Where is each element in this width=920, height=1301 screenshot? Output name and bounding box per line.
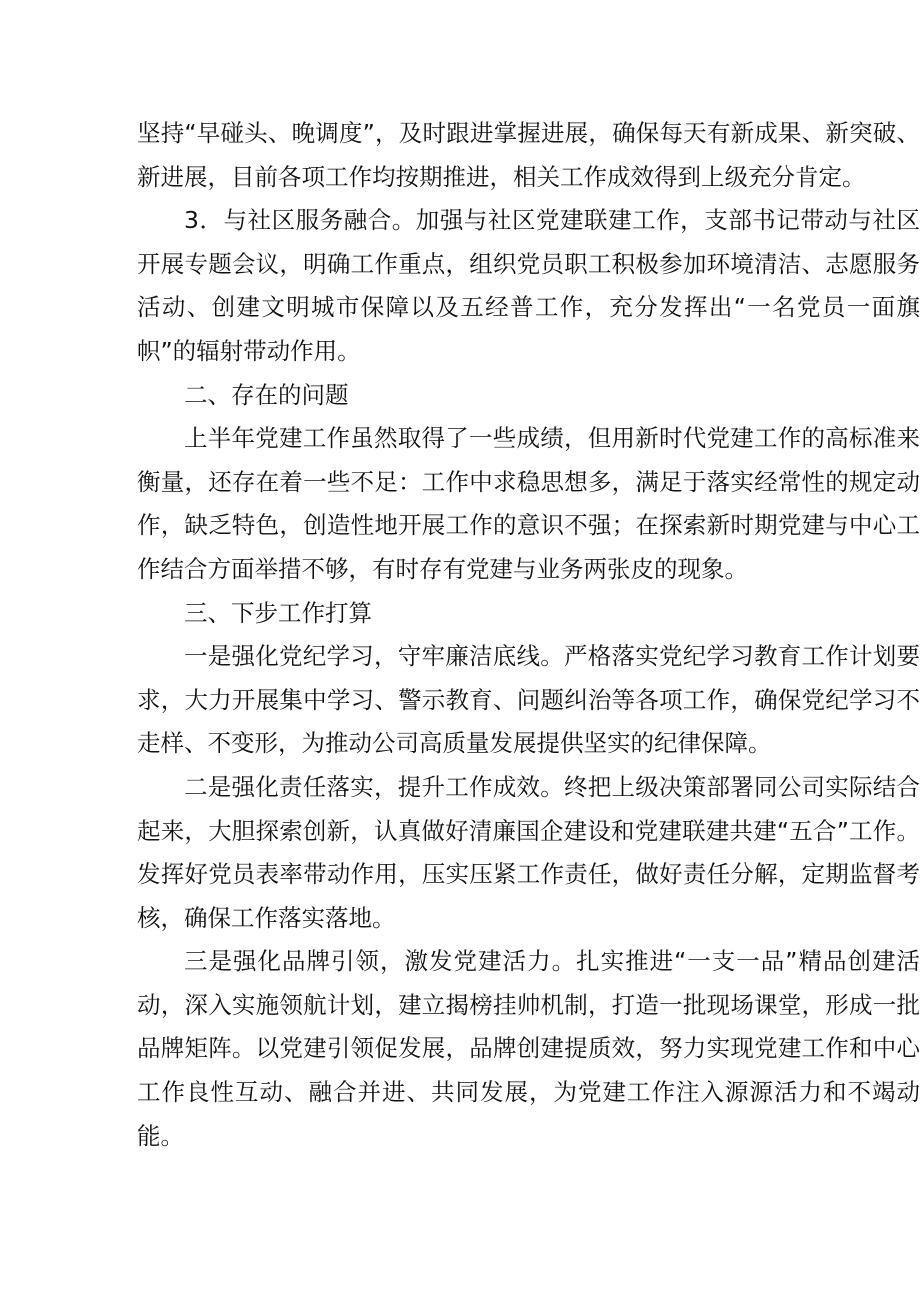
paragraph-plan-responsibility: 二是强化责任落实，提升工作成效。终把上级决策部署同公司实际结合起来，大胆探索创新，认真做好清廉国企建设和党建联建共建“五合”工作。发挥好党员表率带动作用，压实压紧工作责任，做好责任分解，定期监督考核，确保工作落实落地。 <box>137 772 920 932</box>
document-body <box>137 112 920 1158</box>
section-heading-problems: 二、存在的问题 <box>184 380 349 409</box>
paragraph-plan-discipline: 一是强化党纪学习，守牢廉洁底线。严格落实党纪学习教育工作计划要求，大力开展集中学习、警示教育、问题纠治等各项工作，确保党纪学习不走样、不变形，为推动公司高质量发展提供坚实的纪律保障。 <box>137 642 920 758</box>
paragraph-community-integration: 3．与社区服务融合。加强与社区党建联建工作，支部书记带动与社区开展专题会议，明确工作重点，组织党员职工积极参加环境清洁、志愿服务活动、创建文明城市保障以及五经普工作，充分发挥出“一名党员一面旗帜”的辐射带动作用。 <box>137 206 920 365</box>
section-heading-next-plans: 三、下步工作打算 <box>184 598 372 627</box>
paragraph-continuation: 坚持“早碰头、晚调度”，及时跟进掌握进展，确保每天有新成果、新突破、新进展，目前各项工作均按期推进，相关工作成效得到上级充分肯定。 <box>137 119 920 191</box>
paragraph-plan-brand: 三是强化品牌引领，激发党建活力。扎实推进“一支一品”精品创建活动，深入实施领航计划，建立揭榜挂帅机制，打造一批现场课堂，形成一批品牌矩阵。以党建引领促发展，品牌创建提质效，努力实现党建工作和中心工作良性互动、融合并进、共同发展，为党建工作注入源源活力和不竭动能。 <box>137 947 920 1150</box>
paragraph-problems: 上半年党建工作虽然取得了一些成绩，但用新时代党建工作的高标准来衡量，还存在着一些不足：工作中求稳思想多，满足于落实经常性的规定动作，缺乏特色，创造性地开展工作的意识不强；在探索新时期党建与中心工作结合方面举措不够，有时存有党建与业务两张皮的现象。 <box>137 424 920 583</box>
